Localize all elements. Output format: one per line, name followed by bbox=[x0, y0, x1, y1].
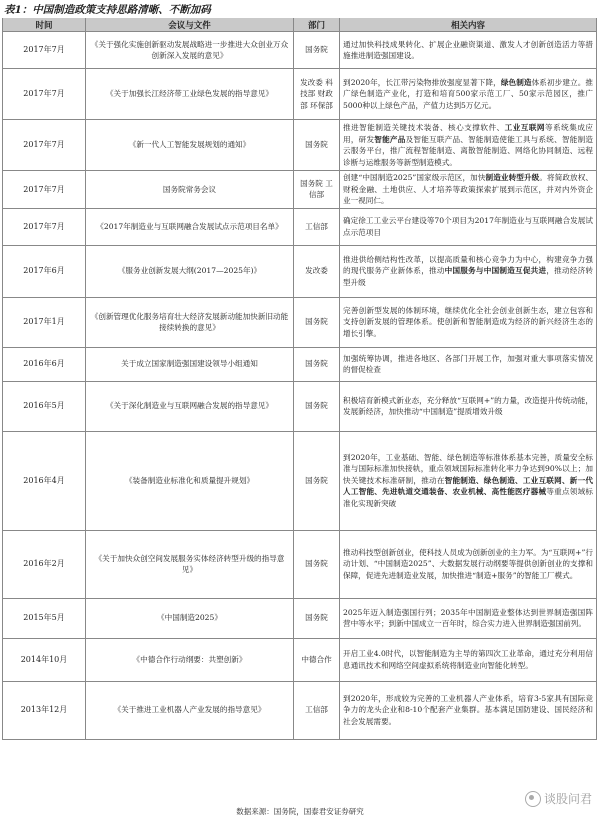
table-row bbox=[3, 530, 597, 598]
table-row bbox=[3, 681, 597, 739]
cell-department: 国务院 bbox=[294, 381, 340, 431]
header-doc: 会议与文件 bbox=[86, 18, 294, 32]
cell-time: 2013年12月 bbox=[3, 681, 86, 739]
wechat-icon bbox=[525, 791, 541, 807]
cell-document: 《关于加强长江经济带工业绿色发展的指导意见》 bbox=[86, 69, 294, 120]
cell-department: 国务院 bbox=[294, 598, 340, 638]
cell-time: 2017年7月 bbox=[3, 32, 86, 69]
content-text: 通过加快科技成果转化、扩展企业融资渠道、激发人才创新创造活力等措施推进制造强国建设。 bbox=[343, 39, 593, 60]
table-row bbox=[3, 431, 597, 530]
cell-time: 2017年7月 bbox=[3, 69, 86, 120]
data-source: 数据来源：国务院，国泰君安证券研究 bbox=[236, 807, 364, 816]
cell-document: 《关于加快众创空间发展服务实体经济转型升级的指导意见》 bbox=[86, 530, 294, 598]
cell-content bbox=[340, 32, 597, 69]
cell-content bbox=[340, 297, 597, 347]
highlight-text: 中国服务与中国制造互促共进 bbox=[444, 266, 547, 276]
table-row bbox=[3, 171, 597, 209]
cell-content bbox=[340, 347, 597, 381]
cell-department: 发改委 bbox=[294, 245, 340, 297]
table-row bbox=[3, 120, 597, 171]
cell-department: 国务院 bbox=[294, 431, 340, 530]
content-text: 等系统集成应用，研发 bbox=[343, 123, 594, 144]
cell-document: 《装备制造业标准化和质量提升规划》 bbox=[86, 431, 294, 530]
cell-time: 2016年4月 bbox=[3, 431, 86, 530]
cell-content bbox=[340, 598, 597, 638]
cell-document: 《新一代人工智能发展规划的通知》 bbox=[86, 120, 294, 171]
highlight-text: 智能产品 bbox=[374, 134, 406, 144]
content-text: 到2020年，形成较为完善的工业机器人产业体系，培育3-5家具有国际竞争力的龙头企业和8-10个配套产业集群。基本满足国防建设、国民经济和社会发展需要。 bbox=[343, 693, 593, 726]
cell-time: 2017年7月 bbox=[3, 208, 86, 245]
cell-department: 国务院 bbox=[294, 297, 340, 347]
content-text: 等重点领域标准化实现新突破 bbox=[343, 487, 594, 508]
content-text: 确定徐工工业云平台建设等70个项目为2017年制造业与互联网融合发展试点示范项目 bbox=[343, 216, 593, 237]
table-header-row bbox=[3, 18, 597, 32]
cell-document: 《关于推进工业机器人产业发展的指导意见》 bbox=[86, 681, 294, 739]
cell-department: 国务院 bbox=[294, 120, 340, 171]
table-row bbox=[3, 598, 597, 638]
cell-time: 2017年7月 bbox=[3, 120, 86, 171]
watermark-text: 谈股问君 bbox=[543, 792, 592, 806]
cell-time: 2017年7月 bbox=[3, 171, 86, 209]
content-text: 推动科技型创新创业，使科技人员成为创新创业的主力军。为“互联网+”行动计划、“中国制造2025”、大数据发展行动纲要等提供创新创业的支撑和保障，促进先进制造业发展，加快推进“制造+服务”的智能工厂模式。 bbox=[343, 547, 593, 580]
cell-time: 2016年5月 bbox=[3, 381, 86, 431]
cell-document: 《服务业创新发展大纲(2017—2025年)》 bbox=[86, 245, 294, 297]
content-text: 。将简政放权、财税金融、土地供应、人才培养等政策探索扩展到示范区，并对内外资企业一视同仁。 bbox=[343, 173, 594, 205]
cell-content bbox=[340, 530, 597, 598]
cell-content bbox=[340, 245, 597, 297]
highlight-text: 制造业转型升级 bbox=[485, 173, 540, 182]
content-text: 到2020年，工业基础、智能、绿色制造等标准体系基本完善，质量安全标准与国际标准加快接轨，重点领域国际标准转化率力争达到90%以上；加快关键技术标准研制，推动在 bbox=[343, 452, 593, 485]
cell-time: 2014年10月 bbox=[3, 638, 86, 681]
table-row bbox=[3, 69, 597, 120]
highlight-text: 智能制造、绿色制造、工业互联网、新一代人工智能、先进轨道交通装备、农业机械、高性能医疗器械 bbox=[343, 475, 593, 497]
cell-department: 国务院 bbox=[294, 347, 340, 381]
table-row bbox=[3, 245, 597, 297]
cell-department: 发改委 科技部 财政部 环保部 bbox=[294, 69, 340, 120]
cell-content bbox=[340, 208, 597, 245]
cell-document: 《2017年制造业与互联网融合发展试点示范项目名单》 bbox=[86, 208, 294, 245]
cell-content bbox=[340, 431, 597, 530]
table-row bbox=[3, 638, 597, 681]
content-text: 创建“中国制造2025”国家级示范区，加快 bbox=[343, 173, 486, 182]
cell-time: 2017年6月 bbox=[3, 245, 86, 297]
table-row bbox=[3, 32, 597, 69]
table-row bbox=[3, 347, 597, 381]
cell-time: 2016年6月 bbox=[3, 347, 86, 381]
table-row bbox=[3, 381, 597, 431]
cell-content bbox=[340, 381, 597, 431]
cell-document: 《关于强化实施创新驱动发展战略进一步推进大众创业万众创新深入发展的意见》 bbox=[86, 32, 294, 69]
cell-document: 《创新管理优化服务培育壮大经济发展新动能加快新旧动能接续转换的意见》 bbox=[86, 297, 294, 347]
table-title: 表1：中国制造政策支持思路清晰、不断加码 bbox=[4, 4, 211, 16]
policy-table bbox=[2, 18, 597, 740]
content-text: 推进供给侧结构性改革，以提高质量和核心竞争力为中心，构建竞争力强的现代服务产业新体系，推动 bbox=[343, 254, 593, 276]
table-row bbox=[3, 297, 597, 347]
cell-content bbox=[340, 171, 597, 209]
cell-content bbox=[340, 69, 597, 120]
cell-time: 2017年1月 bbox=[3, 297, 86, 347]
content-text: 推进智能制造关键技术装备、核心支撑软件、 bbox=[343, 123, 505, 132]
content-text: 完善创新型发展的体制环境，继续优化全社会创业创新生态，建立包容和支持创新发展的管理体系。使创新和智能制造成为经济的新兴经济生态的增长引擎。 bbox=[343, 305, 593, 338]
content-text: 到2020年，长江带污染物排放强度显著下降， bbox=[343, 77, 501, 87]
content-text: 体系初步建立。推广绿色制造产业化，打造和培育500家示范工厂、50家示范园区，推广5000种以上绿色产品，产值力达到5万亿元。 bbox=[343, 77, 594, 110]
cell-document: 《中德合作行动纲要：共塑创新》 bbox=[86, 638, 294, 681]
cell-department: 国务院 工信部 bbox=[294, 171, 340, 209]
content-text: 积极培育新模式新业态，充分释放“互联网+”的力量，改造提升传统动能，发展新经济，加快推动“中国制造”提质增效升级 bbox=[343, 395, 593, 416]
cell-document: 《中国制造2025》 bbox=[86, 598, 294, 638]
content-text: 及智能互联产品、智能制造使能工具与系统、智能制造云服务平台，推广流程智能制造、离散智能制造、网络化协同制造、远程诊断与运维服务等新型制造模式。 bbox=[343, 134, 594, 167]
header-dept: 部门 bbox=[294, 18, 340, 32]
watermark bbox=[525, 790, 592, 807]
cell-content bbox=[340, 120, 597, 171]
highlight-text: 绿色制造 bbox=[500, 77, 532, 87]
header-content: 相关内容 bbox=[340, 18, 597, 32]
cell-department: 工信部 bbox=[294, 208, 340, 245]
cell-time: 2015年5月 bbox=[3, 598, 86, 638]
cell-time: 2016年2月 bbox=[3, 530, 86, 598]
content-text: 加强统筹协调，推进各地区、各部门开展工作，加强对重大事项落实情况的督促检查 bbox=[343, 353, 593, 374]
table-row bbox=[3, 208, 597, 245]
cell-department: 国务院 bbox=[294, 32, 340, 69]
content-text: 2025年迈入制造强国行列；2035年中国制造业整体达到世界制造强国阵营中等水平；到新中国成立一百年时，综合实力进入世界制造强国前列。 bbox=[343, 607, 593, 628]
cell-document: 关于成立国家制造强国建设领导小组通知 bbox=[86, 347, 294, 381]
cell-department: 工信部 bbox=[294, 681, 340, 739]
cell-document: 国务院常务会议 bbox=[86, 171, 294, 209]
cell-department: 中德合作 bbox=[294, 638, 340, 681]
content-text: 开启工业4.0时代，以智能制造为主导的第四次工业革命，通过充分利用信息通讯技术和网络空间虚拟系统将制造业向智能化转型。 bbox=[343, 649, 593, 670]
highlight-text: 工业互联网 bbox=[504, 123, 546, 132]
cell-document: 《关于深化制造业与互联网融合发展的指导意见》 bbox=[86, 381, 294, 431]
content-text: ，推动经济转型升级 bbox=[343, 266, 594, 287]
cell-content bbox=[340, 638, 597, 681]
cell-department: 国务院 bbox=[294, 530, 340, 598]
cell-content bbox=[340, 681, 597, 739]
header-time: 时间 bbox=[3, 18, 86, 32]
